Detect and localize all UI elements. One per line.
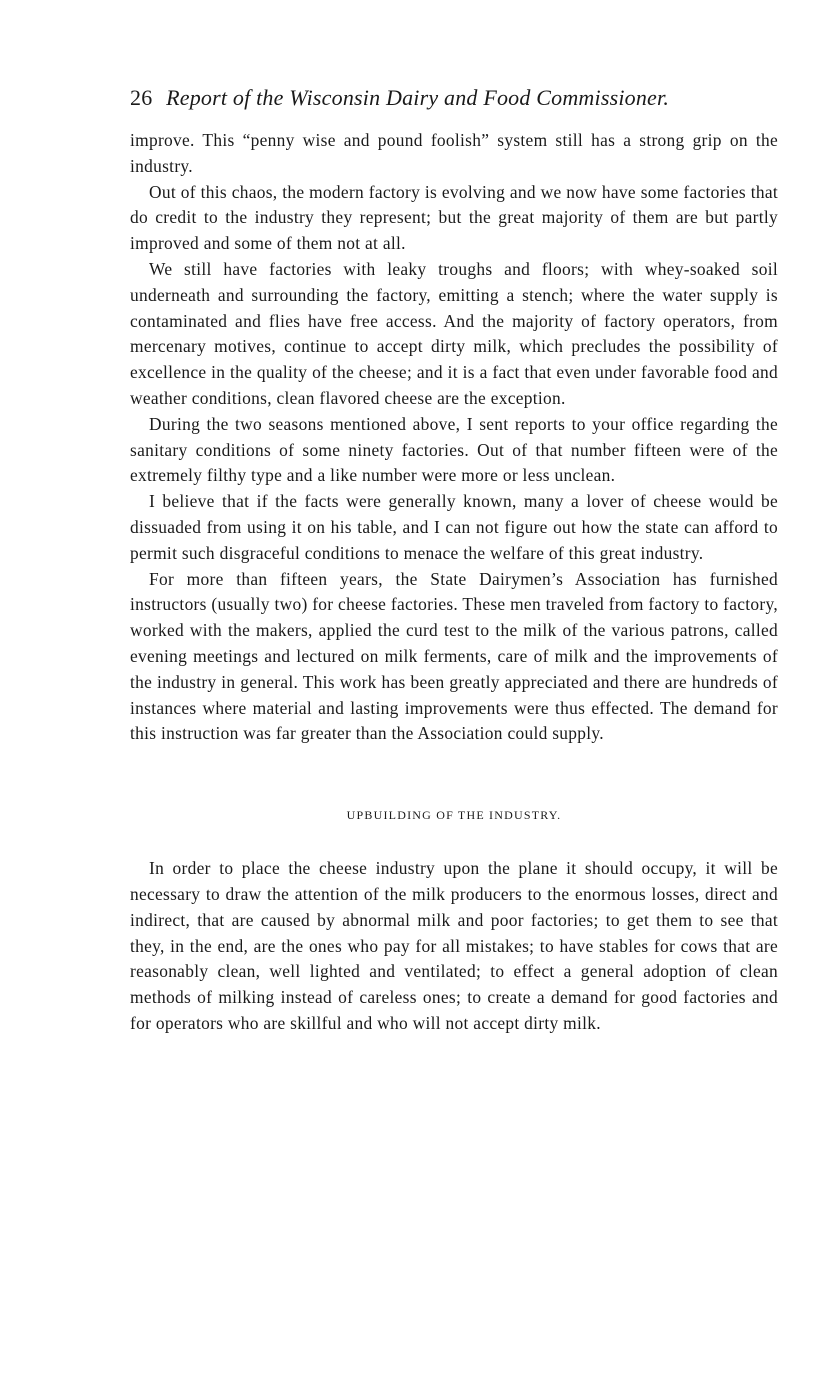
paragraph: During the two seasons mentioned above, I sent reports to your office regarding the sanitary conditions of some ninety factories. Out of that number fifteen were of the extremely filthy type and a like number were more or less unclean. bbox=[130, 413, 778, 486]
body-text bbox=[130, 128, 778, 747]
page-number: 26 bbox=[130, 85, 153, 110]
paragraph: I believe that if the facts were generally known, many a lover of cheese would be dissuaded from using it on his table, and I can not figure out how the state can afford to permit such disgraceful conditions to menace the welfare of this great industry. bbox=[130, 491, 778, 563]
section-body bbox=[130, 856, 778, 1037]
paragraph: For more than fifteen years, the State Dairymen’s Association has furnished instructors (usually two) for cheese factories. These men traveled from factory to factory, worked with the makers, applied the curd test to the milk of the various patrons, called evening meetings and lectured on milk ferments, care of milk and the improvements of the industry in general. This work has been greatly appreciated and there are hundreds of instances where material and lasting improvements were thus effected. The demand for this instruction was far greater than the Association could supply. bbox=[130, 568, 778, 744]
paragraph: In order to place the cheese industry upon the plane it should occupy, it will be necessary to draw the attention of the milk producers to the enormous losses, direct and indirect, that are caused by abnormal milk and poor factories; to get them to see that they, in the end, are the ones who pay for all mistakes; to have stables for cows that are reasonably clean, well lighted and ventilated; to effect a general adoption of clean methods of milking instead of careless ones; to create a demand for good factories and for operators who are skillful and who will not accept dirty milk. bbox=[130, 858, 778, 1033]
paragraph: We still have factories with leaky troughs and floors; with whey-soaked soil underneath and surrounding the factory, emitting a stench; where the water supply is contaminated and flies have free access. And the majority of factory operators, from mercenary motives, continue to accept dirty milk, which precludes the possibility of excellence in the quality of the cheese; and it is a fact that even under favorable food and weather conditions, clean flavored cheese are the exception. bbox=[130, 258, 778, 408]
paragraph-continued: improve. This “penny wise and pound foolish” system still has a strong grip on the industry. bbox=[130, 130, 778, 176]
section-heading: UPBUILDING OF THE INDUSTRY. bbox=[346, 808, 562, 823]
document-page bbox=[130, 82, 778, 1037]
paragraph: Out of this chaos, the modern factory is evolving and we now have some factories that do credit to the industry they represent; but the great majority of them are but partly improved and some of them not at all. bbox=[130, 181, 778, 254]
running-header bbox=[130, 82, 778, 114]
report-title: Report of the Wisconsin Dairy and Food Commissioner. bbox=[166, 85, 670, 110]
